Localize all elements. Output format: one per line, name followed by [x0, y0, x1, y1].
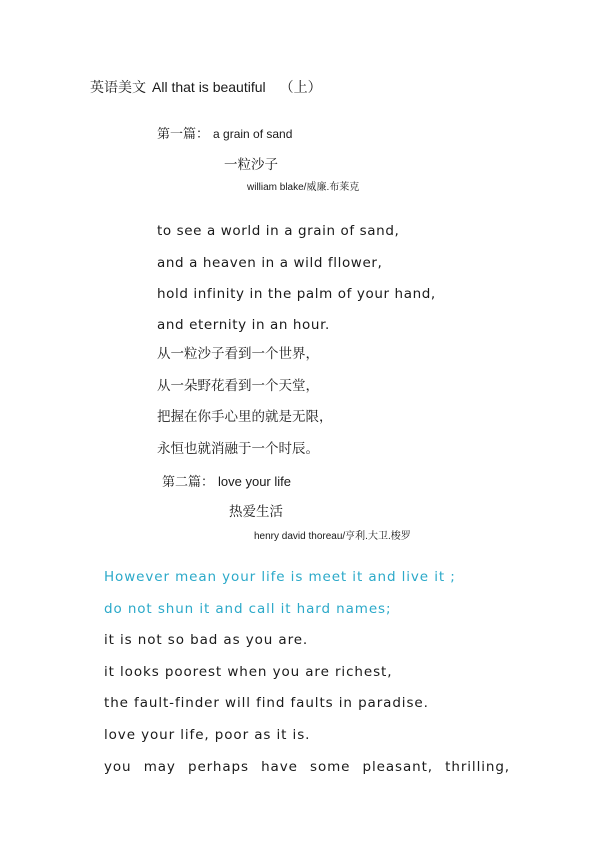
section1-heading: [157, 127, 292, 140]
title-chinese: 英语美文: [90, 79, 146, 95]
section2-heading-en: love your life: [218, 474, 291, 489]
poem1-cn-line: 永恒也就消融于一个时辰。: [157, 441, 319, 457]
section2-author: henry david thoreau/亨利.大卫.梭罗: [254, 531, 411, 542]
title-part: （上）: [279, 79, 322, 95]
section1-author: william blake/威廉.布莱克: [247, 182, 360, 193]
paragraph-line-highlighted: do not shun it and call it hard names;: [104, 601, 392, 617]
paragraph-line: it is not so bad as you are.: [104, 632, 309, 648]
section2-heading-cn: 第二篇：: [162, 474, 215, 489]
poem1-cn-line: 从一朵野花看到一个天堂，: [157, 378, 319, 394]
paragraph-line-highlighted: However mean your life is meet it and live it ;: [104, 569, 456, 585]
poem1-line: to see a world in a grain of sand,: [157, 223, 400, 239]
section2-chinese-title: 热爱生活: [229, 504, 283, 520]
poem1-cn-line: 把握在你手心里的就是无限，: [157, 409, 333, 425]
paragraph-line: the fault-finder will find faults in paradise.: [104, 695, 429, 711]
section1-heading-en: a grain of sand: [213, 127, 293, 141]
poem1-line: hold infinity in the palm of your hand,: [157, 286, 436, 302]
title-english: All that is beautiful: [152, 79, 266, 95]
paragraph-line: you may perhaps have some pleasant, thrilling,: [104, 759, 510, 775]
paragraph-line: it looks poorest when you are richest,: [104, 664, 393, 680]
poem1-cn-line: 从一粒沙子看到一个世界，: [157, 346, 319, 362]
section2-heading: [162, 475, 291, 488]
paragraph-line: love your life, poor as it is.: [104, 727, 311, 743]
section1-heading-cn: 第一篇：: [157, 126, 210, 141]
poem1-line: and a heaven in a wild fllower,: [157, 255, 383, 271]
poem1-line: and eternity in an hour.: [157, 317, 330, 333]
document-title: [90, 80, 322, 94]
section1-chinese-title: 一粒沙子: [224, 157, 278, 173]
